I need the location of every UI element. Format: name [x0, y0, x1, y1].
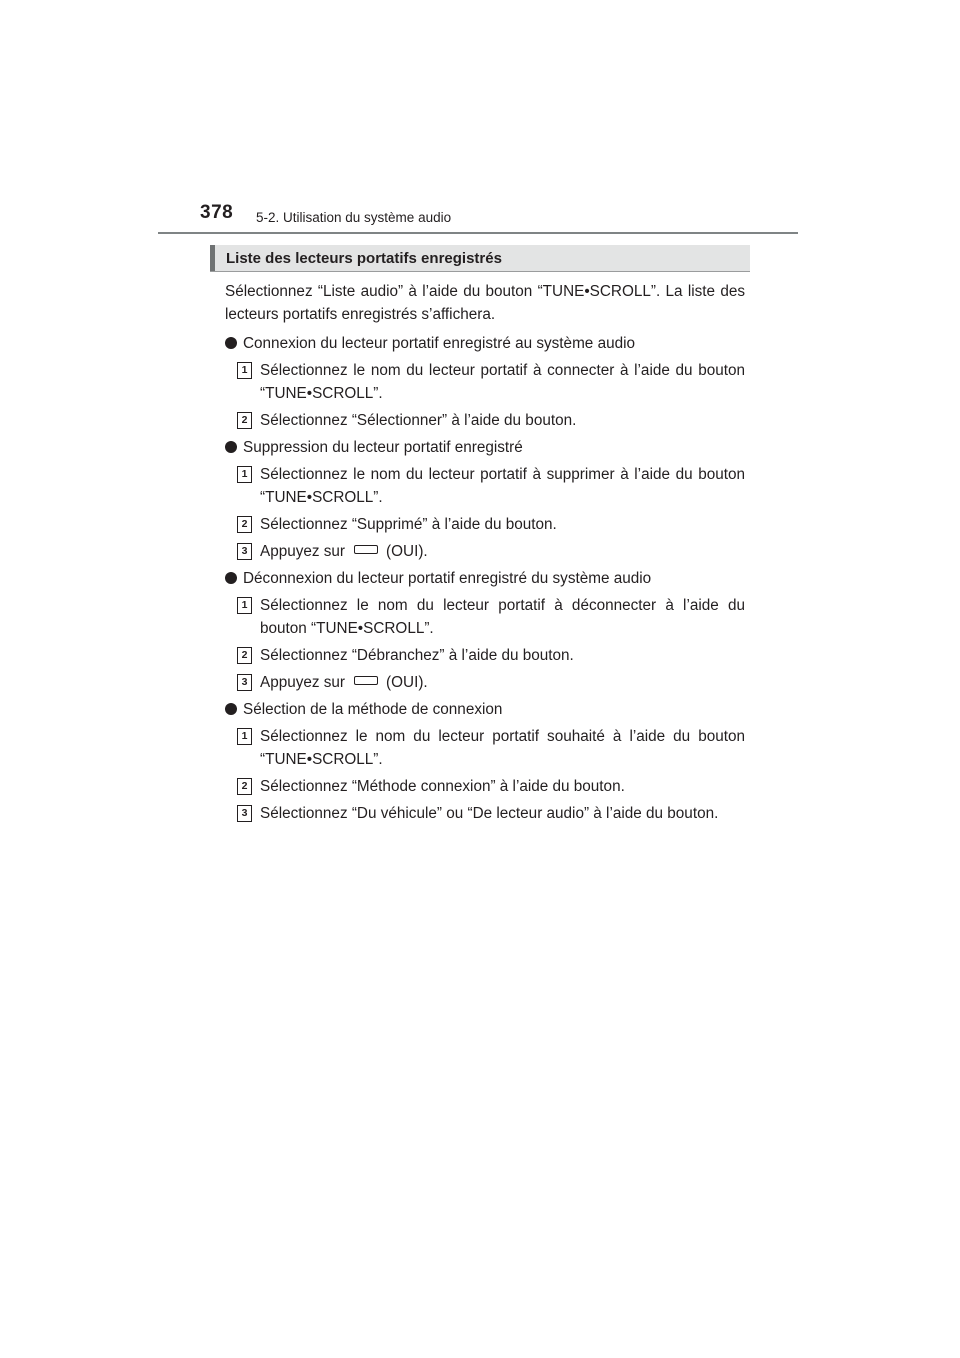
step-number: 1 — [237, 362, 252, 379]
bullet-icon — [225, 572, 237, 584]
step-text: Sélectionnez “Méthode connexion” à l’aide du bouton. — [260, 778, 625, 795]
step-item — [225, 644, 745, 667]
bullet-title: Sélection de la méthode de connexion — [243, 701, 503, 718]
chapter-title: 5-2. Utilisation du système audio — [256, 210, 452, 225]
step-text: Sélectionnez “Sélectionner” à l’aide du bouton. — [260, 412, 577, 429]
page-number: 378 — [200, 202, 234, 223]
step-item — [225, 775, 745, 798]
step-number: 1 — [237, 466, 252, 483]
step-text: Sélectionnez le nom du lecteur portatif à déconnecter à l’aide du bouton “TUNE•SCROLL”. — [260, 597, 745, 637]
section-heading-box — [210, 245, 750, 272]
bullet-title: Connexion du lecteur portatif enregistré au système audio — [243, 335, 635, 352]
button-icon — [354, 676, 378, 685]
step-text: Sélectionnez le nom du lecteur portatif souhaité à l’aide du bouton “TUNE•SCROLL”. — [260, 728, 745, 768]
bullet-title: Suppression du lecteur portatif enregistré — [243, 439, 523, 456]
section-content — [225, 280, 745, 829]
step-number: 1 — [237, 728, 252, 745]
bullet-disconnect — [225, 567, 745, 590]
bullet-icon — [225, 703, 237, 715]
step-item — [225, 409, 745, 432]
step-number: 1 — [237, 597, 252, 614]
step-item — [225, 513, 745, 536]
step-text: Sélectionnez “Du véhicule” ou “De lecteur audio” à l’aide du bouton. — [260, 805, 719, 822]
bullet-title: Déconnexion du lecteur portatif enregistré du système audio — [243, 570, 652, 587]
step-number: 2 — [237, 412, 252, 429]
step-text-suffix: (OUI). — [386, 674, 428, 691]
header-rule — [158, 232, 798, 234]
step-number: 3 — [237, 543, 252, 560]
step-item — [225, 463, 745, 509]
step-text: Sélectionnez “Débranchez” à l’aide du bouton. — [260, 647, 574, 664]
step-item — [225, 359, 745, 405]
step-text-suffix: (OUI). — [386, 543, 428, 560]
step-text: Sélectionnez “Supprimé” à l’aide du bouton. — [260, 516, 557, 533]
step-item — [225, 671, 745, 694]
step-item — [225, 802, 745, 825]
step-text: Sélectionnez le nom du lecteur portatif à supprimer à l’aide du bouton “TUNE•SCROLL”. — [260, 466, 745, 506]
step-item — [225, 594, 745, 640]
step-text: Sélectionnez le nom du lecteur portatif à connecter à l’aide du bouton “TUNE•SCROLL”. — [260, 362, 745, 402]
step-text: Appuyez sur — [260, 543, 346, 560]
intro-paragraph: Sélectionnez “Liste audio” à l’aide du bouton “TUNE•SCROLL”. La liste des lecteurs portatifs enregistrés s’affichera. — [225, 283, 745, 323]
bullet-icon — [225, 337, 237, 349]
bullet-delete — [225, 436, 745, 459]
button-icon — [354, 545, 378, 554]
step-number: 2 — [237, 516, 252, 533]
step-number: 2 — [237, 778, 252, 795]
step-number: 3 — [237, 805, 252, 822]
bullet-connect — [225, 332, 745, 355]
step-number: 3 — [237, 674, 252, 691]
step-text: Appuyez sur — [260, 674, 346, 691]
step-item — [225, 725, 745, 771]
bullet-icon — [225, 441, 237, 453]
step-item — [225, 540, 745, 563]
step-number: 2 — [237, 647, 252, 664]
bullet-connection-method — [225, 698, 745, 721]
section-title: Liste des lecteurs portatifs enregistrés — [226, 250, 502, 267]
